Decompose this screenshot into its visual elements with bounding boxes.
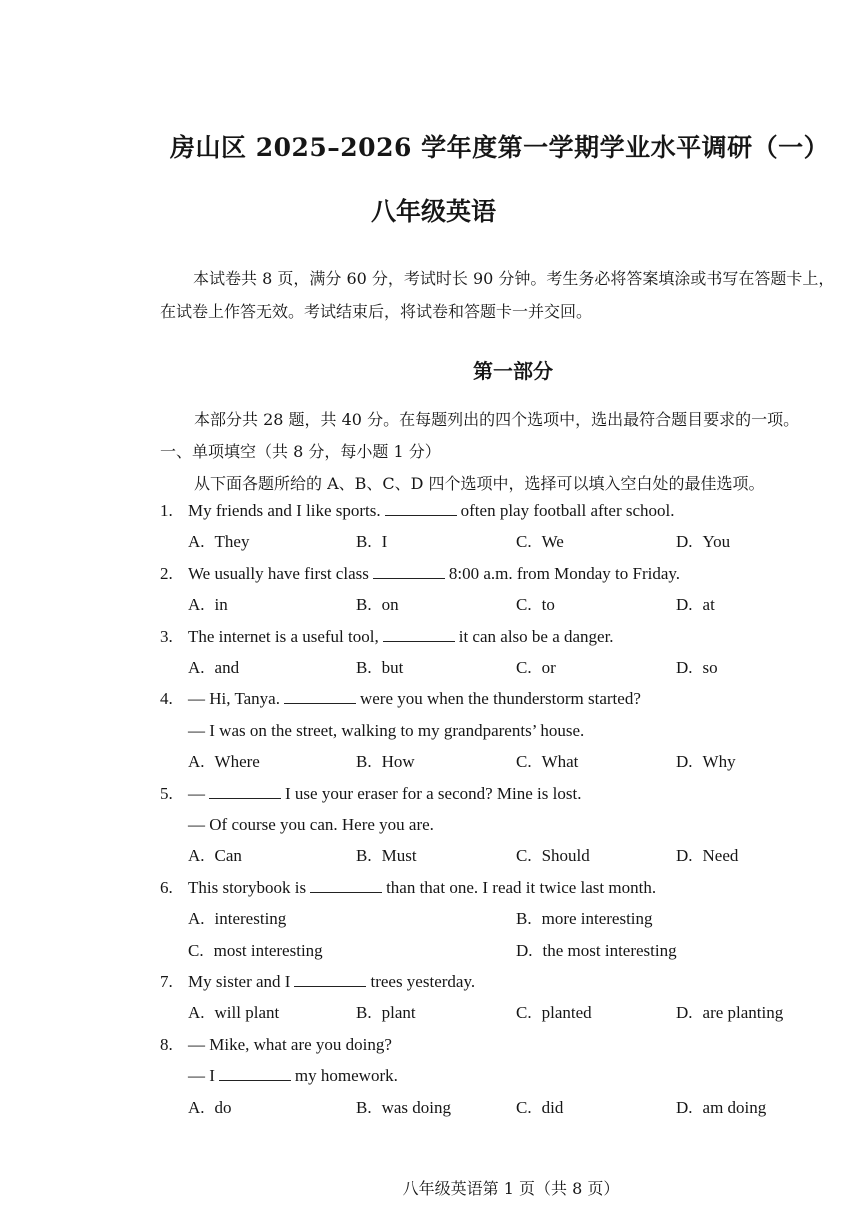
answer-option-a (188, 595, 228, 615)
option-text: They (214, 532, 250, 552)
answer-option-a (188, 909, 286, 929)
option-letter: B. (356, 1003, 372, 1023)
option-text: plant (381, 1003, 416, 1023)
answer-option-a (188, 1003, 279, 1023)
question-stem-line (188, 564, 680, 584)
question-stem-line (188, 784, 581, 804)
option-text: on (381, 595, 399, 615)
option-text: You (702, 532, 731, 552)
question-stem-line (188, 627, 614, 647)
answer-option-a (188, 846, 242, 866)
stem-text: My friends and I like sports. (188, 501, 381, 520)
answer-option-d (676, 595, 715, 615)
exam-subtitle: 八年级英语 (370, 197, 496, 226)
answer-option-d (676, 752, 736, 772)
option-letter: C. (188, 940, 204, 960)
answer-blank (284, 689, 356, 704)
option-letter: B. (356, 846, 372, 866)
option-text: the most interesting (542, 940, 677, 960)
answer-option-b (356, 752, 415, 772)
option-letter: C. (516, 532, 532, 552)
answer-option-d (516, 941, 677, 961)
stem-text: The internet is a useful tool, (188, 626, 379, 646)
option-letter: D. (676, 532, 693, 552)
section-description: 从下面各题所给的 A、B、C、D 四个选项中，选择可以填入空白处的最佳选项。 (194, 474, 765, 493)
option-text: We (541, 532, 564, 552)
answer-option-d (676, 658, 718, 678)
option-text: Should (541, 846, 590, 866)
stem-text: were you when the thunderstorm started? (359, 689, 641, 709)
answer-option-a (188, 752, 260, 772)
stem-text: — Of course you can. Here you are. (188, 815, 434, 834)
option-letter: C. (516, 846, 532, 866)
answer-option-b (356, 595, 399, 615)
question-stem-line (188, 501, 675, 521)
stem-text: This storybook is (188, 877, 307, 897)
part-title: 第一部分 (473, 359, 553, 383)
answer-option-b (356, 658, 403, 678)
exam-instructions: 本试卷共 8 页，满分 60 分，考试时长 90 分钟。考生务必将答案填涂或书写在答题卡上，在试卷上作答无效。考试结束后，将试卷和答题卡一并交回。 (160, 269, 835, 321)
answer-option-c (516, 532, 564, 552)
answer-option-b (356, 846, 417, 866)
option-text: but (381, 658, 404, 677)
option-letter: B. (356, 1097, 372, 1117)
section-title: 一、单项填空（共 8 分，每小题 1 分） (160, 442, 441, 461)
option-letter: D. (676, 846, 693, 866)
stem-text: — (188, 783, 205, 803)
option-text: planted (541, 1003, 592, 1023)
option-text: and (214, 658, 240, 677)
option-letter: A. (188, 532, 205, 552)
option-text: Can (214, 846, 242, 866)
stem-text: my homework. (294, 1066, 398, 1086)
option-text: What (541, 752, 579, 772)
answer-option-d (676, 846, 738, 866)
option-text: most interesting (213, 940, 323, 960)
option-letter: A. (188, 595, 205, 615)
answer-blank (373, 564, 445, 579)
question-stem-line (188, 689, 641, 709)
answer-option-d (676, 532, 730, 552)
option-text: did (541, 1097, 564, 1117)
option-text: will plant (214, 1003, 280, 1023)
question-number: 1. (160, 501, 173, 520)
option-text: Must (381, 846, 417, 866)
answer-blank (385, 501, 457, 516)
option-text: are planting (702, 1003, 784, 1023)
question-number: 8. (160, 1034, 173, 1054)
stem-text: We usually have first class (188, 563, 369, 583)
option-text: am doing (702, 1097, 767, 1117)
answer-option-c (516, 658, 556, 678)
question-stem-line (188, 1066, 398, 1086)
question-stem-line (188, 972, 475, 992)
answer-option-c (516, 1098, 563, 1118)
option-letter: C. (516, 595, 532, 615)
option-text: I (381, 532, 388, 552)
option-text: Why (702, 752, 736, 772)
option-letter: C. (516, 1003, 532, 1023)
question-stem-line (188, 1035, 392, 1055)
stem-text: — I (188, 1066, 215, 1086)
option-text: to (541, 595, 555, 615)
stem-text: — I was on the street, walking to my grandparents’ house. (188, 720, 585, 740)
stem-text: 8:00 a.m. from Monday to Friday. (448, 563, 681, 583)
option-letter: A. (188, 1003, 205, 1023)
answer-option-d (676, 1003, 783, 1023)
question-stem-line (188, 878, 656, 898)
option-letter: D. (676, 1003, 693, 1023)
option-letter: B. (356, 532, 372, 552)
answer-option-c (516, 595, 555, 615)
option-text: Need (702, 846, 739, 866)
exam-title: 房山区 2025–2026 学年度第一学期学业水平调研（一） (170, 133, 830, 162)
option-text: so (702, 658, 718, 677)
answer-option-c (188, 941, 323, 961)
question-number: 3. (160, 626, 173, 646)
answer-option-b (356, 1098, 451, 1118)
part-description: 本部分共 28 题，共 40 分。在每题列出的四个选项中，选出最符合题目要求的一项。 (194, 410, 800, 429)
stem-text: I use your eraser for a second? Mine is lost. (285, 783, 582, 803)
answer-option-b (356, 532, 387, 552)
question-stem-line (188, 815, 434, 835)
option-text: at (702, 595, 715, 615)
question-number: 5. (160, 783, 173, 803)
option-letter: D. (676, 658, 693, 677)
question-number: 4. (160, 689, 173, 709)
stem-text: than that one. I read it twice last month. (386, 877, 657, 897)
answer-blank (383, 627, 455, 642)
answer-option-c (516, 846, 590, 866)
answer-blank (219, 1066, 291, 1081)
stem-text: trees yesterday. (370, 972, 476, 991)
option-letter: A. (188, 658, 205, 677)
page-footer: 八年级英语第 1 页（共 8 页） (402, 1179, 620, 1198)
option-text: was doing (381, 1097, 452, 1117)
answer-blank (310, 878, 382, 893)
option-letter: B. (356, 658, 372, 677)
option-letter: B. (356, 595, 372, 615)
option-letter: D. (676, 595, 693, 615)
option-letter: D. (676, 1097, 693, 1117)
option-letter: C. (516, 658, 532, 677)
answer-option-b (516, 909, 653, 929)
option-letter: A. (188, 909, 205, 929)
question-number: 2. (160, 563, 173, 583)
answer-option-a (188, 658, 239, 678)
option-letter: A. (188, 1097, 205, 1117)
option-text: in (214, 595, 228, 615)
option-text: interesting (214, 909, 287, 929)
option-letter: A. (188, 752, 205, 772)
option-text: do (214, 1097, 232, 1117)
option-text: more interesting (541, 909, 653, 929)
answer-blank (209, 784, 281, 799)
answer-option-c (516, 752, 578, 772)
option-text: Where (214, 752, 260, 772)
option-text: How (381, 752, 415, 772)
stem-text: often play football after school. (460, 501, 675, 520)
question-number: 7. (160, 972, 173, 991)
stem-text: — Hi, Tanya. (188, 689, 280, 709)
option-letter: C. (516, 1097, 532, 1117)
option-letter: B. (516, 909, 532, 929)
answer-option-a (188, 1098, 232, 1118)
option-letter: B. (356, 752, 372, 772)
question-stem-line (188, 721, 584, 741)
option-text: or (541, 658, 556, 677)
answer-option-b (356, 1003, 416, 1023)
answer-blank (294, 972, 366, 987)
answer-option-d (676, 1098, 766, 1118)
option-letter: A. (188, 846, 205, 866)
answer-option-a (188, 532, 249, 552)
stem-text: — Mike, what are you doing? (188, 1034, 392, 1054)
stem-text: My sister and I (188, 972, 291, 991)
stem-text: it can also be a danger. (458, 626, 614, 646)
answer-option-c (516, 1003, 592, 1023)
option-letter: C. (516, 752, 532, 772)
option-letter: D. (516, 940, 533, 960)
question-number: 6. (160, 877, 173, 897)
option-letter: D. (676, 752, 693, 772)
